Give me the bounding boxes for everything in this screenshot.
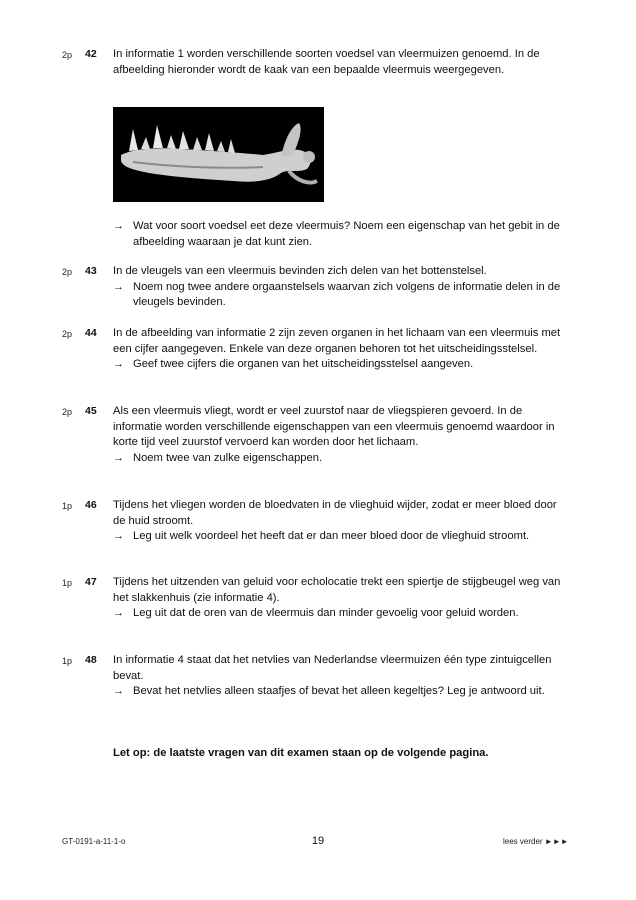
question-text: Tijdens het vliegen worden de bloedvaten in de vlieghuid wijder, zodat er meer bloed door de huid stroomt. (113, 499, 557, 527)
question-body (113, 653, 563, 700)
arrow-icon: → (113, 280, 124, 293)
task-text: Geef twee cijfers die organen van het uitscheidingsstelsel aangeven. (133, 358, 474, 371)
question-text: In de vleugels van een vleermuis bevinden zich delen van het bottenstelsel. (113, 265, 487, 277)
notice-text: Let op: de laatste vragen van dit examen staan op de volgende pagina. (113, 747, 489, 759)
question-text: Als een vleermuis vliegt, wordt er veel zuurstof naar de vliegspieren gevoerd. In de informatie worden verschillende eigenschappen van een vleermuis genoemd waardoor in korte tijd veel zuurstof vervoerd kan worden door het lichaam. (113, 405, 555, 449)
task-text: Noem twee van zulke eigenschappen. (133, 451, 323, 464)
question-body (113, 326, 563, 373)
footer-next: lees verder ►►► (503, 837, 569, 846)
question-body (113, 404, 563, 466)
footer-code: GT-0191-a-11-1-o (62, 837, 126, 846)
arrow-icon: → (113, 358, 124, 371)
bat-jaw-image (113, 107, 324, 202)
question-42-task (113, 219, 563, 250)
task-line (113, 219, 563, 250)
question-points: 1p (62, 656, 73, 666)
arrow-icon: → (113, 220, 124, 232)
question-text: In informatie 1 worden verschillende soorten voedsel van vleermuizen genoemd. In de afbeelding hieronder wordt de kaak van een bepaalde vleermuis weergegeven. (113, 48, 540, 76)
arrow-icon: → (113, 607, 124, 620)
question-body (113, 264, 563, 311)
question-points: 2p (62, 267, 73, 277)
question-points: 1p (62, 578, 73, 588)
task-line (113, 606, 563, 622)
task-text: Leg uit welk voordeel het heeft dat er dan meer bloed door de vlieghuid stroomt. (133, 530, 530, 543)
task-text: Leg uit dat de oren van de vleermuis dan minder gevoelig voor geluid worden. (133, 607, 519, 620)
task-text: Bevat het netvlies alleen staafjes of bevat het alleen kegeltjes? Leg je antwoord uit. (133, 685, 545, 698)
question-number: 48 (85, 654, 97, 666)
question-points: 2p (62, 329, 73, 339)
question-points: 1p (62, 501, 73, 511)
task-line (113, 280, 563, 311)
task-line (113, 529, 563, 545)
question-points: 2p (62, 407, 73, 417)
task-line (113, 684, 563, 700)
question-points: 2p (62, 50, 73, 60)
task-line (113, 357, 563, 373)
question-text: Tijdens het uitzenden van geluid voor echolocatie trekt een spiertje de stijgbeugel weg van het slakkenhuis (zie informatie 4). (113, 576, 561, 604)
question-body (113, 575, 563, 622)
question-text: In de afbeelding van informatie 2 zijn zeven organen in het lichaam van een vleermuis met een cijfer aangegeven. Enkele van deze organen behoren tot het uitscheidingsstelsel. (113, 327, 561, 355)
question-number: 42 (85, 48, 97, 60)
task-text: Noem nog twee andere orgaanstelsels waarvan zich volgens de informatie delen in de vleugels bevinden. (133, 280, 561, 309)
question-number: 47 (85, 576, 97, 588)
task-line (113, 451, 563, 467)
question-body (113, 47, 563, 78)
task-text: Wat voor soort voedsel eet deze vleermuis? Noem een eigenschap van het gebit in de afbeelding waaraan je dat kunt zien. (133, 220, 560, 248)
question-number: 43 (85, 265, 97, 277)
question-body (113, 498, 563, 545)
question-number: 45 (85, 405, 97, 417)
question-text: In informatie 4 staat dat het netvlies van Nederlandse vleermuizen één type zintuigcellen bevat. (113, 654, 552, 682)
question-number: 44 (85, 327, 97, 339)
arrow-icon: → (113, 685, 124, 698)
jaw-illustration (113, 107, 324, 202)
arrow-icon: → (113, 451, 124, 464)
arrow-icon: → (113, 530, 124, 543)
page-number: 19 (311, 835, 325, 847)
question-number: 46 (85, 499, 97, 511)
